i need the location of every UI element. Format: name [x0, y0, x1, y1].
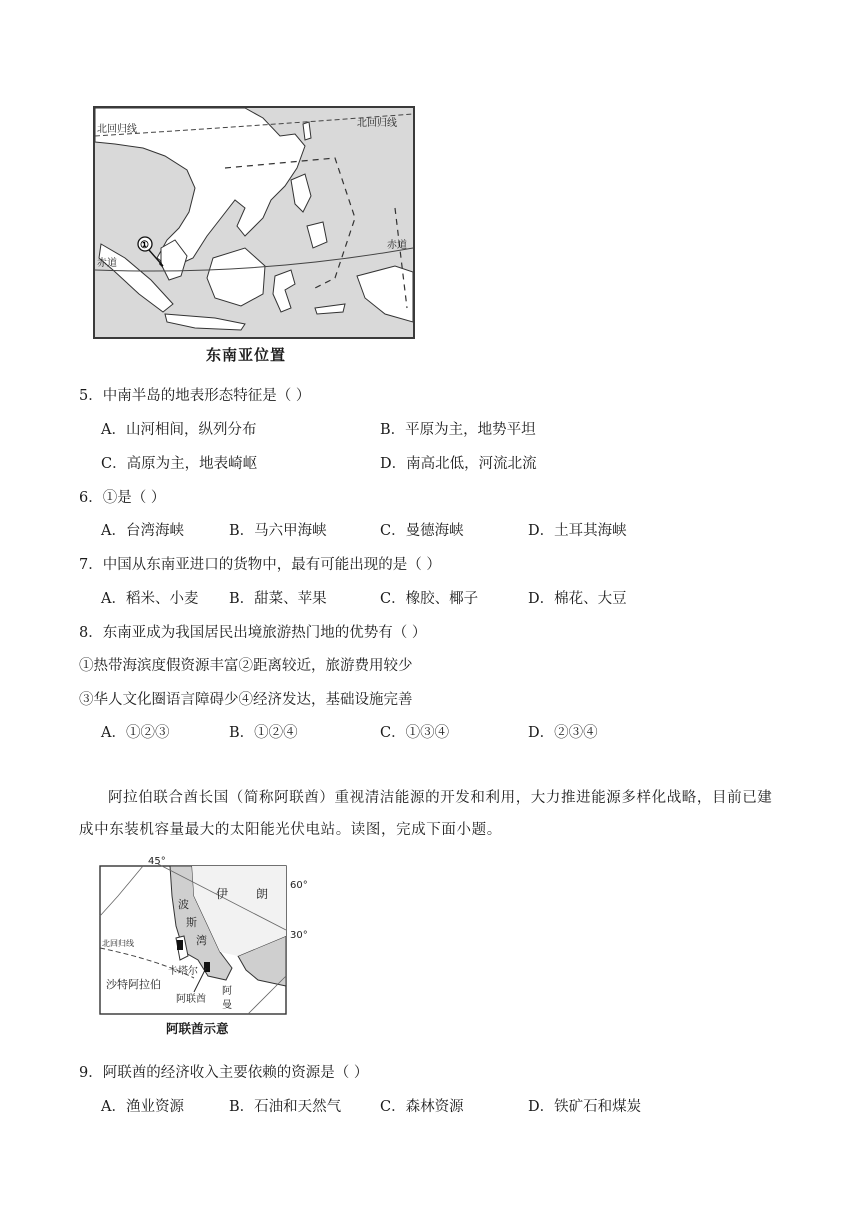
q6-option-c[interactable]: C．曼德海峡 — [380, 523, 464, 539]
q9-stem: 9．阿联酋的经济收入主要依赖的资源是（ ） — [79, 1065, 369, 1081]
q8-option-a[interactable]: A．①②③ — [101, 725, 170, 741]
iran-label-2: 朗 — [256, 887, 269, 901]
gulf-label-1: 波 — [178, 898, 189, 911]
strait-marker: ① — [140, 240, 149, 251]
uae-map — [98, 856, 310, 1016]
q5-option-d[interactable]: D．南高北低，河流北流 — [380, 456, 537, 472]
q6-option-d[interactable]: D．土耳其海峡 — [528, 523, 627, 539]
gulf-label-3: 湾 — [196, 934, 207, 947]
q7-stem: 7．中国从东南亚进口的货物中，最有可能出现的是（ ） — [79, 557, 441, 573]
southeast-asia-map-drawing — [95, 108, 413, 337]
q7-option-a[interactable]: A．稻米、小麦 — [101, 591, 199, 607]
map2-caption: 阿联酋示意 — [166, 1021, 229, 1036]
q7-option-d[interactable]: D．棉花、大豆 — [528, 591, 627, 607]
q9-option-a[interactable]: A．渔业资源 — [101, 1099, 184, 1115]
gulf-label-2: 斯 — [186, 916, 197, 929]
q6-option-b[interactable]: B．马六甲海峡 — [229, 523, 327, 539]
q8-statement-line-1: ①热带海滨度假资源丰富②距离较近，旅游费用较少 — [79, 658, 413, 674]
iran-label-1: 伊 — [216, 887, 229, 901]
q8-statement-line-2: ③华人文化圈语言障碍少④经济发达，基础设施完善 — [79, 692, 413, 708]
q9-option-b[interactable]: B．石油和天然气 — [229, 1099, 342, 1115]
q9-option-d[interactable]: D．铁矿石和煤炭 — [528, 1099, 642, 1115]
equator-label-right: 赤道 — [387, 240, 407, 251]
uae-passage: 阿拉伯联合酋长国（简称阿联酋）重视清洁能源的开发和利用，大力推进能源多样化战略，目前已建成中东装机容量最大的太阳能光伏电站。读图，完成下面小题。 — [79, 790, 773, 838]
tropic-label-right: 北回归线 — [357, 118, 397, 129]
qatar-label: 卡塔尔 — [168, 966, 198, 977]
tropic-label: 北回归线 — [102, 939, 134, 948]
uae-map-drawing — [98, 856, 310, 1016]
q9-option-c[interactable]: C．森林资源 — [380, 1099, 464, 1115]
oman-label-1: 阿 — [222, 986, 232, 997]
lon-60-label: 60° — [290, 880, 308, 891]
lat-30-label: 30° — [290, 930, 308, 941]
q6-stem: 6．①是（ ） — [79, 490, 166, 506]
q8-option-b[interactable]: B．①②④ — [229, 725, 298, 741]
q6-option-a[interactable]: A．台湾海峡 — [101, 523, 184, 539]
q8-option-d[interactable]: D．②③④ — [528, 725, 598, 741]
q7-option-b[interactable]: B．甜菜、苹果 — [229, 591, 327, 607]
q5-option-c[interactable]: C．高原为主，地表崎岖 — [101, 456, 258, 472]
southeast-asia-map — [93, 106, 415, 339]
tropic-label-left: 北回归线 — [97, 124, 137, 135]
map1-caption: 东南亚位置 — [206, 346, 287, 364]
oman-label-2: 曼 — [222, 1000, 232, 1011]
q8-stem: 8．东南亚成为我国居民出境旅游热门地的优势有（ ） — [79, 625, 427, 641]
uae-label: 阿联酋 — [176, 994, 206, 1005]
q8-option-c[interactable]: C．①③④ — [380, 725, 450, 741]
equator-label-left: 赤道 — [97, 258, 117, 269]
lon-45-label: 45° — [148, 856, 166, 867]
q5-option-a[interactable]: A．山河相间，纵列分布 — [101, 422, 257, 438]
saudi-label: 沙特阿拉伯 — [106, 978, 161, 991]
q5-stem: 5．中南半岛的地表形态特征是（ ） — [79, 388, 311, 404]
q7-option-c[interactable]: C．橡胶、椰子 — [380, 591, 479, 607]
q5-option-b[interactable]: B．平原为主，地势平坦 — [380, 422, 536, 438]
